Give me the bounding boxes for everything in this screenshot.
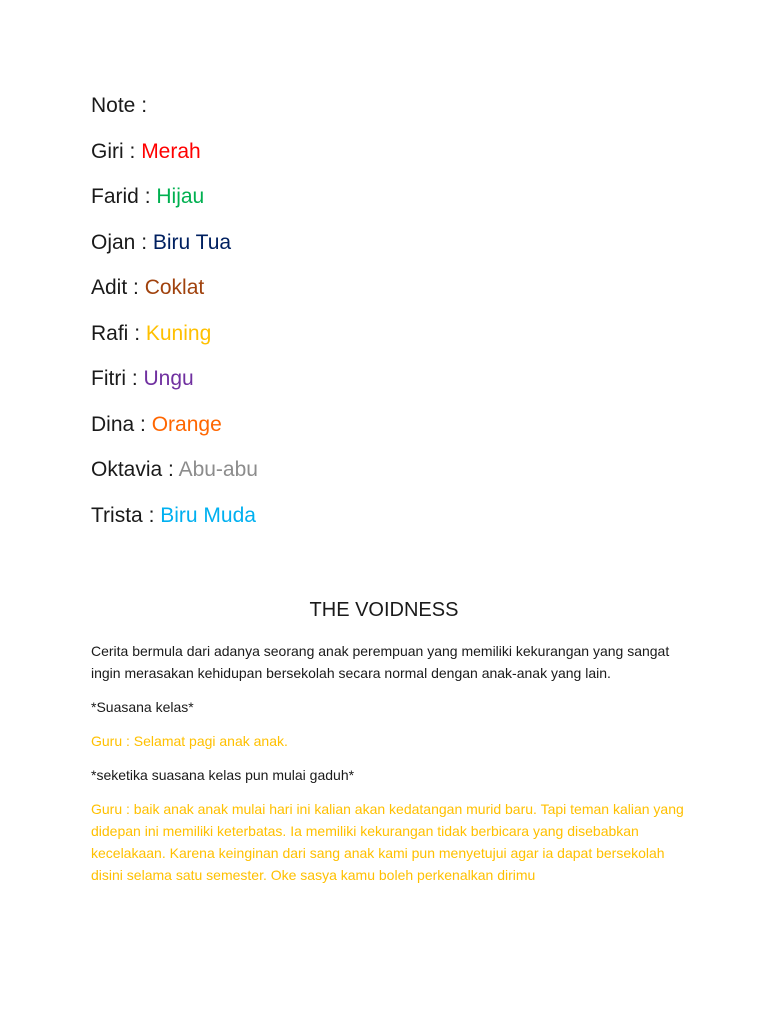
color-label: Ungu — [143, 367, 194, 390]
character-name: Giri — [91, 139, 124, 163]
separator: : — [138, 185, 157, 208]
legend-row-fitri — [91, 365, 258, 411]
color-label: Coklat — [144, 276, 205, 299]
separator: : — [123, 139, 142, 163]
character-name: Farid — [91, 185, 139, 208]
character-name: Oktavia — [91, 458, 163, 481]
character-name: Trista — [91, 503, 143, 527]
legend-row-adit — [91, 274, 258, 320]
legend-row-farid — [91, 183, 258, 229]
color-label: Merah — [141, 139, 201, 163]
separator: : — [134, 412, 152, 436]
separator: : — [127, 276, 145, 299]
color-label: Abu-abu — [178, 458, 258, 481]
note-heading: Note : — [91, 94, 148, 117]
legend-row-ojan — [91, 229, 258, 275]
color-label: Biru Muda — [160, 503, 256, 527]
story-intro: Cerita bermula dari adanya seorang anak perempuan yang memiliki kekurangan yang sangat ingin merasakan kehidupan bersekolah secara normal dengan anak-anak yang lain. — [91, 643, 670, 681]
character-name: Rafi — [91, 321, 129, 345]
character-name: Fitri — [91, 367, 126, 390]
legend-row-rafi — [91, 320, 258, 366]
character-color-legend — [91, 92, 258, 547]
legend-row-dina — [91, 411, 258, 457]
stage-direction: *seketika suasana kelas pun mulai gaduh* — [91, 767, 355, 783]
character-name: Dina — [91, 412, 135, 436]
character-name: Ojan — [91, 230, 136, 254]
teacher-dialogue: Guru : baik anak anak mulai hari ini kalian akan kedatangan murid baru. Tapi teman kalian yang didepan ini memiliki keterbatas. Ia memiliki kekurangan tidak berbicara yang disebabkan kecelakaan. Karena keinginan dari sang anak kami pun menyetujui agar ia dapat bersekolah disini selama satu semester. Oke sasya kamu boleh perkenalkan dirimu — [91, 801, 684, 883]
separator: : — [128, 321, 146, 345]
color-label: Orange — [151, 412, 222, 436]
character-name: Adit — [91, 276, 128, 299]
separator: : — [135, 230, 153, 254]
separator: : — [162, 458, 179, 481]
legend-row-trista — [91, 502, 258, 548]
stage-direction: *Suasana kelas* — [91, 699, 194, 715]
separator: : — [142, 503, 161, 527]
story-title: THE VOIDNESS — [309, 599, 459, 621]
separator: : — [126, 367, 144, 390]
color-label: Biru Tua — [152, 230, 232, 254]
teacher-dialogue: Guru : Selamat pagi anak anak. — [91, 733, 288, 749]
color-label: Hijau — [156, 185, 205, 208]
legend-row-giri — [91, 138, 258, 184]
story-body — [91, 640, 691, 886]
color-label: Kuning — [145, 321, 212, 345]
legend-row-oktavia — [91, 456, 258, 502]
